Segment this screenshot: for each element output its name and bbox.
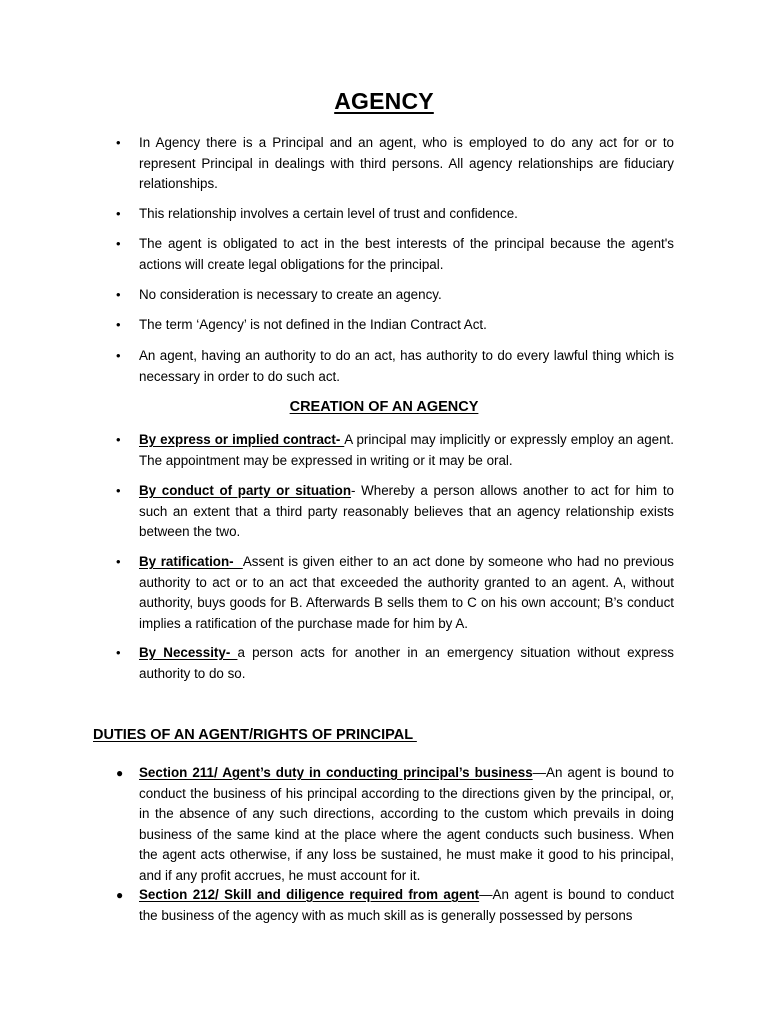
- item-text: A principal may implicitly or expressly employ an agent. The appointment may be expressed in writing or it may be oral.: [139, 432, 674, 468]
- bullet-icon: •: [116, 206, 121, 221]
- bullet-icon: •: [116, 317, 121, 332]
- item-text: a person acts for another in an emergency situation without express authority to do so.: [139, 645, 674, 681]
- list-item: [116, 643, 674, 684]
- item-text: In Agency there is a Principal and an agent, who is employed to do any act for or to represent Principal in dealings with third persons. All agency relationships are fiduciary relationships.: [139, 135, 674, 191]
- list-item: [116, 234, 674, 275]
- item-text: The agent is obligated to act in the best interests of the principal because the agent's actions will create legal obligations for the principal.: [139, 236, 674, 272]
- bullet-icon: •: [116, 554, 121, 569]
- duties-heading: DUTIES OF AN AGENT/RIGHTS OF PRINCIPAL: [93, 727, 417, 743]
- list-item: [116, 552, 674, 634]
- item-lead: By conduct of party or situation: [139, 483, 352, 498]
- item-lead: By ratification-: [139, 554, 243, 569]
- bullet-icon: •: [116, 483, 121, 498]
- bullet-icon: ●: [116, 766, 124, 780]
- item-lead: Section 212/ Skill and diligence required from agent: [139, 887, 480, 902]
- item-lead: Section 211/ Agent’s duty in conducting principal’s business: [139, 765, 533, 780]
- item-text: Assent is given either to an act done by someone who had no previous authority to act or to an act that exceeded the authority granted to an agent. A, without authority, buys goods for B. Afterwards B sells them to C on his own account; B’s conduct implies a ratification of the purchase made for him by A.: [139, 554, 674, 631]
- list-item: [116, 133, 674, 195]
- bullet-icon: •: [116, 432, 121, 447]
- item-text: No consideration is necessary to create an agency.: [139, 287, 442, 302]
- bullet-icon: •: [116, 287, 121, 302]
- list-item: [116, 285, 674, 306]
- list-item: [116, 481, 674, 543]
- list-item: [116, 885, 674, 926]
- list-item: [116, 346, 674, 387]
- item-text: —An agent is bound to conduct the business of his principal according to the directions given by the principal, or, in the absence of any such directions, according to the custom which prevails in doing business of the same kind at the place where the agent conducts such business. When the agent acts otherwise, if any loss be sustained, he must make it good to his principal, and if any profit accrues, he must account for it.: [139, 765, 674, 883]
- bullet-icon: •: [116, 348, 121, 363]
- page-title: AGENCY: [334, 88, 434, 114]
- item-text: —An agent is bound to conduct the business of the agency with as much skill as is generally possessed by persons: [139, 887, 674, 923]
- bullet-icon: •: [116, 135, 121, 150]
- creation-heading: CREATION OF AN AGENCY: [289, 399, 479, 415]
- bullet-icon: •: [116, 645, 121, 660]
- bullet-icon: ●: [116, 888, 124, 902]
- bullet-icon: •: [116, 236, 121, 251]
- list-item: [116, 430, 674, 471]
- item-text: An agent, having an authority to do an act, has authority to do every lawful thing which is necessary in order to do such act.: [139, 348, 674, 384]
- list-item: [116, 763, 674, 886]
- item-text: - Whereby a person allows another to act for him to such an extent that a third party reasonably believes that an agency relationship exists between the two.: [139, 483, 674, 539]
- list-item: [116, 204, 674, 225]
- item-text: The term ‘Agency’ is not defined in the Indian Contract Act.: [139, 317, 487, 332]
- item-text: This relationship involves a certain level of trust and confidence.: [139, 206, 518, 221]
- list-item: [116, 315, 674, 336]
- item-lead: By express or implied contract-: [139, 432, 345, 447]
- item-lead: By Necessity-: [139, 645, 238, 660]
